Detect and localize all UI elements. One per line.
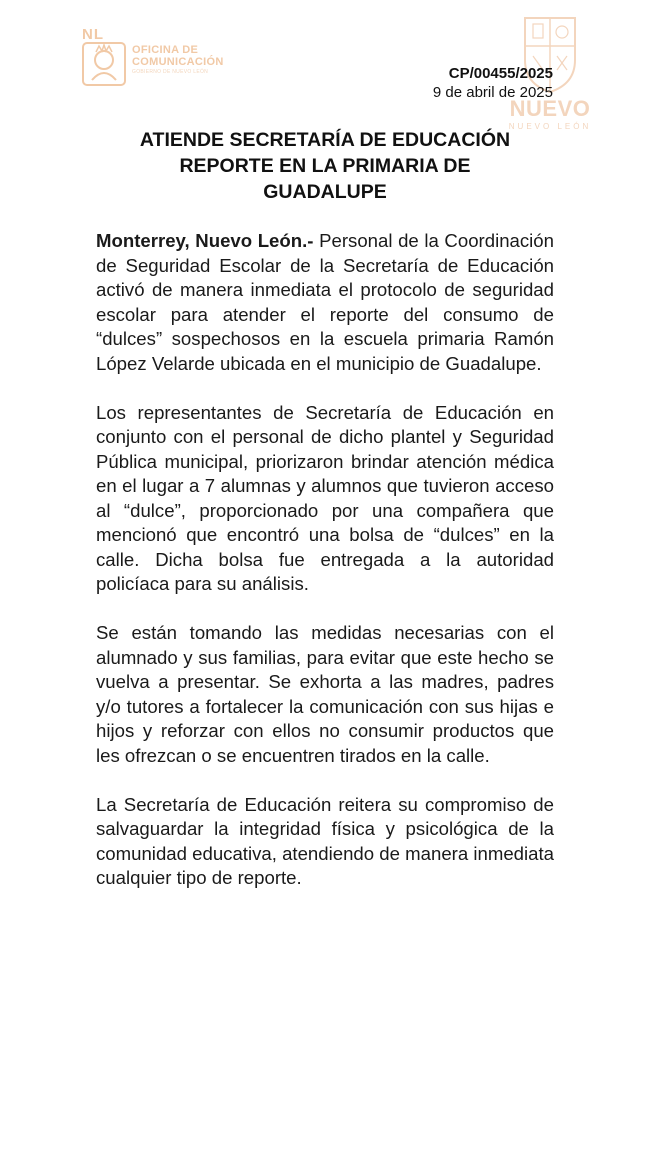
press-release-reference [433, 64, 553, 102]
paragraph-4: La Secretaría de Educación reitera su compromiso de salvaguardar la integridad física y psicológica de la comunidad educativa, atendiendo de manera inmediata cualquier tipo de reporte. [96, 793, 554, 888]
paragraph-1-text: Personal de la Coordinación de Seguridad Escolar de la Secretaría de Educación activó de manera inmediata el protocolo de seguridad escolar para atender el reporte del consumo de “dulces” sospechosos en la escuela primaria Ramón López Velarde ubicada en el municipio de Guadalupe. [96, 230, 554, 374]
communication-office-logo [82, 26, 232, 90]
office-line-1: OFICINA DE [132, 44, 199, 56]
release-date: 9 de abril de 2025 [432, 84, 553, 101]
office-name [132, 44, 224, 76]
paragraph-1 [96, 229, 554, 376]
press-release-body [96, 229, 554, 915]
office-subtitle: GOBIERNO DE NUEVO LEÓN [132, 69, 209, 75]
title-line: GUADALUPE [263, 181, 387, 203]
title-line: REPORTE EN LA PRIMARIA DE [179, 155, 471, 177]
state-logo-subtitle: NUEVO LEÓN [508, 122, 592, 131]
dateline: Monterrey, Nuevo León.- [96, 230, 314, 251]
title-line: ATIENDE SECRETARÍA DE EDUCACIÓN [139, 129, 511, 151]
lion-emblem-icon [82, 42, 126, 86]
paragraph-3: Se están tomando las medidas necesarias con el alumnado y sus familias, para evitar que este hecho se vuelva a presentar. Se exhorta a las madres, padres y/o tutores a fortalecer la comunicación con sus hijas e hijos y reforzar con ellos no consumir productos que les ofrezcan o se encuentren tirados en la calle. [96, 622, 554, 766]
office-line-2: COMUNICACIÓN [132, 56, 224, 68]
reference-code: CP/00455/2025 [448, 65, 553, 82]
nl-initials: NL [82, 26, 104, 43]
press-release-title [96, 127, 554, 205]
paragraph-2: Los representantes de Secretaría de Educación en conjunto con el personal de dicho plantel y Seguridad Pública municipal, priorizaron brindar atención médica en el lugar a 7 alumnas y alumnos que tuvieron acceso al “dulce”, proporcionado por una compañera que mencionó que encontró una bolsa de “dulces” en la calle. Dicha bolsa fue entregada a la autoridad policíaca para su análisis. [96, 401, 554, 594]
state-logo-word: NUEVO [509, 96, 591, 121]
